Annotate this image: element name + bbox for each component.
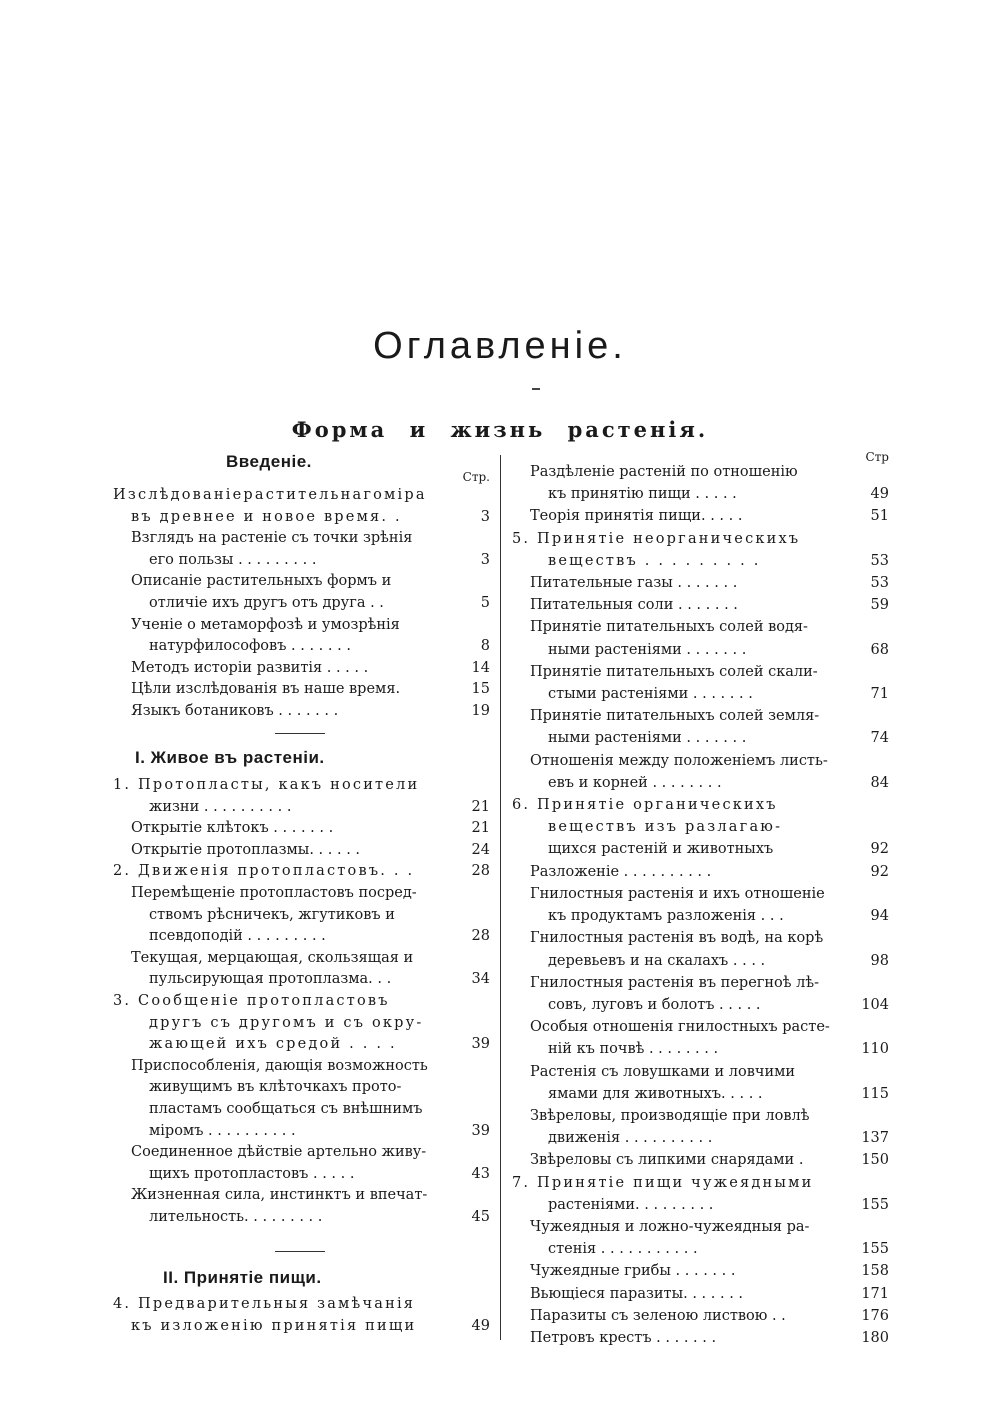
toc-entry-text: ными растеніями . . . . . . . [548, 641, 747, 658]
toc-entry-page: 51 [870, 508, 889, 525]
toc-entry [512, 995, 889, 1017]
toc-entry-text: къ изложенію принятія пищи [131, 1317, 417, 1334]
toc-entry [512, 462, 889, 484]
toc-entry [512, 928, 889, 950]
toc-entry-page: 14 [471, 659, 490, 676]
toc-entry [113, 615, 490, 637]
toc-entry [512, 773, 889, 795]
toc-entry-page: 39 [471, 1122, 490, 1139]
toc-entry-text: Принятіе питательныхъ солей скали- [530, 663, 818, 680]
toc-entry [113, 636, 490, 658]
toc-entry [512, 973, 889, 995]
toc-entry-page: 158 [861, 1263, 889, 1280]
toc-entry-text: Взглядъ на растеніе съ точки зрѣнія [131, 530, 413, 547]
toc-entry-text: 6. Принятіе органическихъ [512, 797, 778, 814]
toc-entry [512, 1039, 889, 1061]
toc-entry-text: Паразиты съ зеленою листвою . . [530, 1307, 786, 1324]
toc-entry-page: 24 [471, 841, 490, 858]
toc-entry-text: Вьющіеся паразиты. . . . . . . [530, 1285, 744, 1302]
toc-entry-text: Раздѣленіе растеній по отношенію [530, 464, 798, 480]
toc-entry [113, 571, 490, 593]
toc-entry-text: жизни . . . . . . . . . . [149, 798, 292, 815]
toc-entry [512, 595, 889, 617]
toc-entry-text: деревьевъ и на скалахъ . . . . [548, 952, 766, 969]
toc-entry-text: Описаніе растительныхъ формъ и [131, 573, 392, 590]
toc-entry-text: Питательные газы . . . . . . . [530, 575, 738, 592]
toc-entry-text: Теорія принятія пищи. . . . . [530, 508, 743, 525]
toc-entry-page: 5 [480, 595, 490, 611]
toc-entry [113, 485, 490, 507]
toc-entry-text: Растенія съ ловушками и ловчими [530, 1063, 796, 1080]
toc-entry [512, 951, 889, 973]
toc-entry-text: ній къ почвѣ . . . . . . . . [548, 1041, 719, 1058]
toc-entry-text: Приспособленія, дающія возможность [131, 1057, 428, 1074]
toc-entry-text: 5. Принятіе неорганическихъ [512, 530, 801, 547]
toc-entry-text: щихъ протопластовъ . . . . . [149, 1165, 355, 1182]
toc-entry-text: 7. Принятіе пищи чужеядными [512, 1174, 814, 1191]
toc-entry [512, 728, 889, 750]
toc-entry [113, 991, 490, 1013]
toc-entry-text: Особыя отношенія гнилостныхъ расте- [530, 1019, 830, 1036]
toc-entry [512, 1106, 889, 1128]
toc-entry-text: ямами для животныхъ. . . . . [548, 1085, 763, 1102]
toc-entry [512, 1128, 889, 1150]
toc-entry-page: 49 [471, 1317, 490, 1334]
toc-entry [512, 617, 889, 639]
toc-entry [113, 701, 490, 723]
toc-entry-text: міромъ . . . . . . . . . . [149, 1122, 296, 1139]
toc-entry-page: 150 [861, 1152, 889, 1169]
toc-entry [113, 528, 490, 550]
toc-entry-text: Гнилостныя растенія въ водѣ, на корѣ [530, 930, 824, 947]
toc-entry-text: Открытіе клѣтокъ . . . . . . . [131, 820, 334, 837]
section-heading: Введеніе. [226, 452, 312, 471]
toc-entry [113, 840, 490, 862]
toc-entry-page: 39 [471, 1036, 490, 1053]
toc-entry [512, 1261, 889, 1283]
toc-entry-text: Жизненная сила, инстинктъ и впечат- [131, 1187, 428, 1204]
toc-entry-text: Языкъ ботаниковъ . . . . . . . [131, 703, 339, 719]
toc-entry [113, 1164, 490, 1186]
toc-entry [512, 551, 889, 573]
toc-entry-page: 49 [870, 486, 889, 503]
toc-entry [512, 817, 889, 839]
toc-entry-page: 137 [861, 1130, 889, 1147]
toc-entry-page: 43 [471, 1165, 490, 1182]
toc-entry-page: 92 [870, 863, 889, 880]
toc-entry-text: ствомъ рѣсничекъ, жгутиковъ и [149, 906, 395, 923]
toc-entry [113, 775, 490, 797]
toc-entry [113, 507, 490, 529]
toc-entry-page: 8 [480, 638, 490, 655]
toc-entry [113, 679, 490, 701]
toc-entry [512, 1084, 889, 1106]
toc-entry-page: 171 [861, 1285, 889, 1302]
toc-entry [113, 948, 490, 970]
toc-entry-page: 104 [861, 996, 889, 1013]
toc-entry [512, 1239, 889, 1261]
toc-entry [512, 662, 889, 684]
toc-entry-text: другъ съ другомъ и съ окру- [149, 1014, 424, 1031]
toc-entry-text: Звѣреловы, производящіе при ловлѣ [530, 1107, 810, 1124]
toc-entry [512, 573, 889, 595]
toc-entry [512, 506, 889, 528]
toc-entry-page: 84 [870, 774, 889, 791]
page-column-header: Стр [865, 450, 889, 464]
toc-entry [512, 1173, 889, 1195]
toc-entry [113, 1056, 490, 1078]
toc-entry-text: къ продуктамъ разложенія . . . [548, 908, 784, 925]
toc-entry-page: 94 [870, 908, 889, 925]
toc-entry-page: 155 [861, 1241, 889, 1258]
toc-entry [113, 926, 490, 948]
toc-entry-text: совъ, луговъ и болотъ . . . . . [548, 996, 761, 1013]
toc-entry-text: Принятіе питательныхъ солей водя- [530, 619, 808, 636]
toc-entry [113, 883, 490, 905]
toc-entry-page: 34 [471, 971, 490, 988]
toc-entry [512, 1284, 889, 1306]
toc-entry [113, 1013, 490, 1035]
toc-entry-text: Петровъ крестъ . . . . . . . [530, 1330, 717, 1346]
toc-entry-text: 3. Сообщеніе протопластовъ [113, 993, 390, 1009]
toc-entry-text: Изслѣдованіерастительнагоміра [113, 487, 427, 503]
toc-entry-page: 53 [870, 575, 889, 592]
book-subtitle: Форма и жизнь растенія. [291, 417, 709, 442]
toc-entry-text: ными растеніями . . . . . . . [548, 730, 747, 747]
toc-entry [113, 969, 490, 991]
toc-entry [113, 1294, 490, 1316]
toc-entry-page: 28 [471, 863, 490, 880]
toc-entry-page: 59 [870, 597, 889, 614]
toc-entry [512, 862, 889, 884]
toc-entry [113, 1207, 490, 1229]
toc-entry-text: Гнилостныя растенія и ихъ отношеніе [530, 885, 825, 902]
toc-entry-text: Соединенное дѣйствіе артельно живу- [131, 1144, 427, 1161]
toc-entry-text: къ принятію пищи . . . . . [548, 486, 737, 503]
toc-entry [113, 593, 490, 615]
toc-entry-page: 115 [861, 1085, 889, 1102]
toc-entry [512, 684, 889, 706]
toc-entry-text: въ древнее и новое время. . [131, 508, 402, 525]
toc-entry [512, 529, 889, 551]
toc-entry-text: Чужеядные грибы . . . . . . . [530, 1263, 736, 1280]
page-column-header: Стр. [462, 470, 490, 484]
toc-entry-page: 98 [870, 952, 889, 969]
section-separator [275, 1251, 325, 1252]
toc-entry-text: Отношенія между положеніемъ листь- [530, 752, 828, 769]
toc-entry [512, 906, 889, 928]
toc-entry [113, 1142, 490, 1164]
toc-entry-page: 155 [861, 1196, 889, 1213]
toc-entry-text: 1. Протопласты, какъ носители [113, 777, 420, 793]
toc-entry [113, 1185, 490, 1207]
toc-entry-page: 176 [861, 1307, 889, 1324]
toc-entry-text: веществъ . . . . . . . . . [548, 552, 761, 569]
toc-entry [512, 795, 889, 817]
toc-entry-page: 19 [471, 703, 490, 719]
toc-entry-page: 3 [480, 551, 490, 568]
toc-entry-text: отличіе ихъ другъ отъ друга . . [149, 595, 384, 611]
toc-entry-text: натурфилософовъ . . . . . . . [149, 638, 351, 655]
toc-entry [512, 1217, 889, 1239]
toc-entry-page: 180 [861, 1330, 889, 1346]
column-divider [500, 455, 501, 1340]
toc-entry-text: лительность. . . . . . . . . [149, 1209, 323, 1225]
toc-entry-text: пластамъ сообщаться съ внѣшнимъ [149, 1101, 423, 1117]
toc-entry [113, 1099, 490, 1121]
toc-entry-page: 53 [870, 552, 889, 569]
toc-entry-text: растеніями. . . . . . . . . [548, 1196, 714, 1213]
toc-entry [113, 905, 490, 927]
toc-entry-text: Перемѣщеніе протопластовъ посред- [131, 885, 417, 901]
toc-entry [113, 818, 490, 840]
toc-entry [512, 1306, 889, 1328]
toc-entry [512, 1195, 889, 1217]
title-dash [532, 388, 540, 390]
section-separator [275, 733, 325, 734]
toc-entry-text: Принятіе питательныхъ солей земля- [530, 708, 820, 725]
toc-entry [512, 1017, 889, 1039]
toc-entry-text: 4. Предварительныя замѣчанія [113, 1296, 416, 1312]
toc-entry-page: 110 [861, 1041, 889, 1058]
toc-entry-text: жающей ихъ средой . . . . [149, 1036, 397, 1053]
toc-entry [113, 1034, 490, 1056]
toc-entry-page: 28 [471, 928, 490, 945]
toc-entry [512, 839, 889, 861]
section-heading: II. Принятіе пищи. [163, 1268, 322, 1287]
toc-entry-text: стыми растеніями . . . . . . . [548, 686, 753, 703]
toc-entry-page: 3 [480, 508, 490, 525]
toc-entry-text: Разложеніе . . . . . . . . . . [530, 863, 712, 880]
toc-entry [113, 550, 490, 572]
toc-entry-text: движенія . . . . . . . . . . [548, 1130, 713, 1147]
toc-entry [512, 751, 889, 773]
toc-entry-page: 21 [471, 820, 490, 837]
toc-entry-text: Чужеядныя и ложно-чужеядныя ра- [530, 1218, 810, 1235]
toc-entry-text: Ученіе о метаморфозѣ и умозрѣнія [131, 616, 400, 633]
toc-entry-text: евъ и корней . . . . . . . . [548, 774, 722, 791]
toc-entry-text: Методъ исторіи развитія . . . . . [131, 659, 369, 676]
toc-entry-text: стенія . . . . . . . . . . . [548, 1241, 698, 1258]
toc-entry-page: 71 [870, 686, 889, 703]
toc-entry-text: Питательныя соли . . . . . . . [530, 597, 738, 614]
toc-entry-text: Звѣреловы съ липкими снарядами . [530, 1152, 804, 1169]
toc-entry-page: 15 [471, 681, 490, 698]
toc-entry [512, 640, 889, 662]
page-title: Оглавленіе. [373, 325, 627, 367]
toc-entry-text: веществъ изъ разлагаю- [548, 819, 783, 836]
toc-entry [512, 1150, 889, 1172]
toc-entry-page: 68 [870, 641, 889, 658]
toc-entry [512, 1062, 889, 1084]
toc-entry [512, 884, 889, 906]
toc-entry-page: 45 [471, 1209, 490, 1225]
toc-entry [113, 1121, 490, 1143]
toc-entry-text: щихся растеній и животныхъ [548, 841, 774, 858]
toc-entry [512, 706, 889, 728]
toc-entry-text: живущимъ въ клѣточкахъ прото- [149, 1079, 402, 1096]
toc-entry-text: Открытіе протоплазмы. . . . . . [131, 841, 361, 858]
toc-entry [113, 797, 490, 819]
toc-entry-text: 2. Движенія протопластовъ. . . [113, 863, 415, 880]
toc-entry-text: псевдоподій . . . . . . . . . [149, 928, 326, 945]
toc-entry [512, 484, 889, 506]
toc-entry-page: 74 [870, 730, 889, 747]
toc-entry-text: Текущая, мерцающая, скользящая и [131, 949, 414, 966]
toc-entry [113, 658, 490, 680]
toc-entry-page: 92 [870, 841, 889, 858]
section-heading: I. Живое въ растеніи. [135, 748, 325, 767]
toc-entry [113, 861, 490, 883]
toc-entry-text: Цѣли изслѣдованія въ наше время. [131, 681, 401, 698]
toc-entry [113, 1077, 490, 1099]
toc-entry-text: Гнилостныя растенія въ перегноѣ лѣ- [530, 974, 819, 991]
toc-entry-text: пульсирующая протоплазма. . . [149, 971, 392, 988]
toc-entry [113, 1316, 490, 1338]
toc-entry-text: его пользы . . . . . . . . . [149, 551, 317, 568]
toc-entry [512, 1328, 889, 1350]
toc-entry-page: 21 [471, 798, 490, 815]
